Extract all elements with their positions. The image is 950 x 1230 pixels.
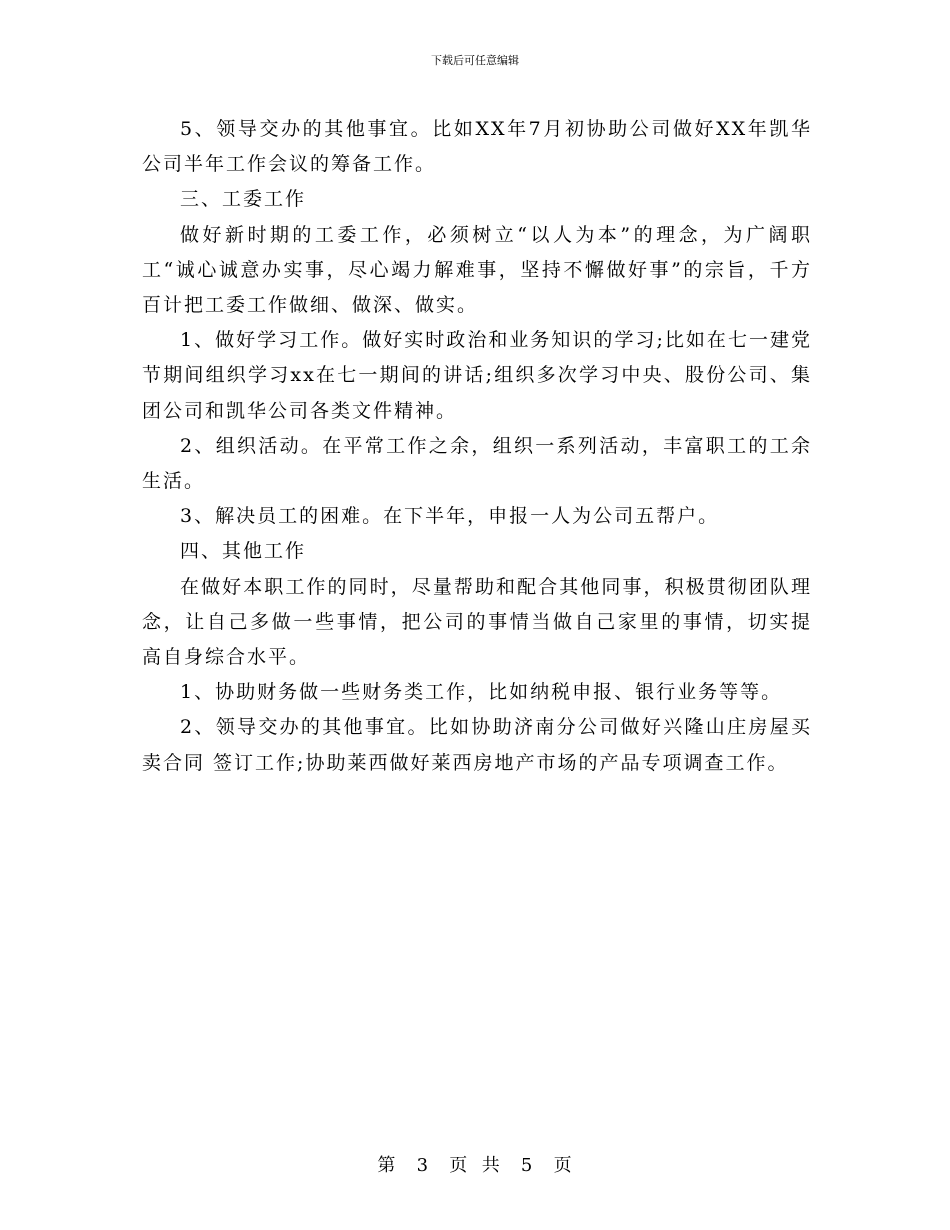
page-footer	[0, 1155, 950, 1177]
total-pages-number: 5	[520, 1155, 534, 1176]
paragraph-activities: 2、组织活动。在平常工作之余，组织一系列活动，丰富职工的工余生活。	[142, 434, 812, 493]
page-label-suffix: 页	[553, 1155, 573, 1176]
page-label-mid: 页 共	[449, 1155, 501, 1176]
paragraph-finance-help: 1、协助财务做一些财务类工作，比如纳税申报、银行业务等等。	[180, 681, 783, 704]
paragraph-study-work: 1、做好学习工作。做好实时政治和业务知识的学习;比如在七一建党节期间组织学习xx在七一期间的讲话;组织多次学习中央、股份公司、集团公司和凯华公司各类文件精神。	[142, 329, 812, 422]
paragraph-other-intro: 在做好本职工作的同时，尽量帮助和配合其他同事，积极贯彻团队理念，让自己多做一些事情，把公司的事情当做自己家里的事情，切实提高自身综合水平。	[142, 575, 812, 669]
paragraph-committee-intro: 做好新时期的工委工作，必须树立“以人为本”的理念，为广阔职工“诚心诚意办实事，尽心竭力解难事，坚持不懈做好事”的宗旨，千方百计把工委工作做细、做深、做实。	[142, 223, 812, 317]
page-header	[0, 54, 950, 68]
page-label-prefix: 第	[377, 1155, 397, 1176]
section-heading-other: 四、其他工作	[180, 540, 307, 563]
document-body	[142, 112, 812, 781]
paragraph-employee-difficulties: 3、解决员工的困难。在下半年，申报一人为公司五帮户。	[180, 505, 720, 528]
paragraph-other-matters: 2、领导交办的其他事宜。比如协助济南分公司做好兴隆山庄房屋买卖合同 签订工作;协助莱西做好莱西房地产市场的产品专项调查工作。	[142, 716, 812, 774]
paragraph-item-5: 5、领导交办的其他事宜。比如XX年7月初协助公司做好XX年凯华公司半年工作会议的筹备工作。	[142, 118, 812, 176]
header-text: 下载后可任意编辑	[431, 54, 519, 67]
section-heading-committee: 三、工委工作	[180, 188, 307, 211]
current-page-number: 3	[416, 1155, 430, 1176]
